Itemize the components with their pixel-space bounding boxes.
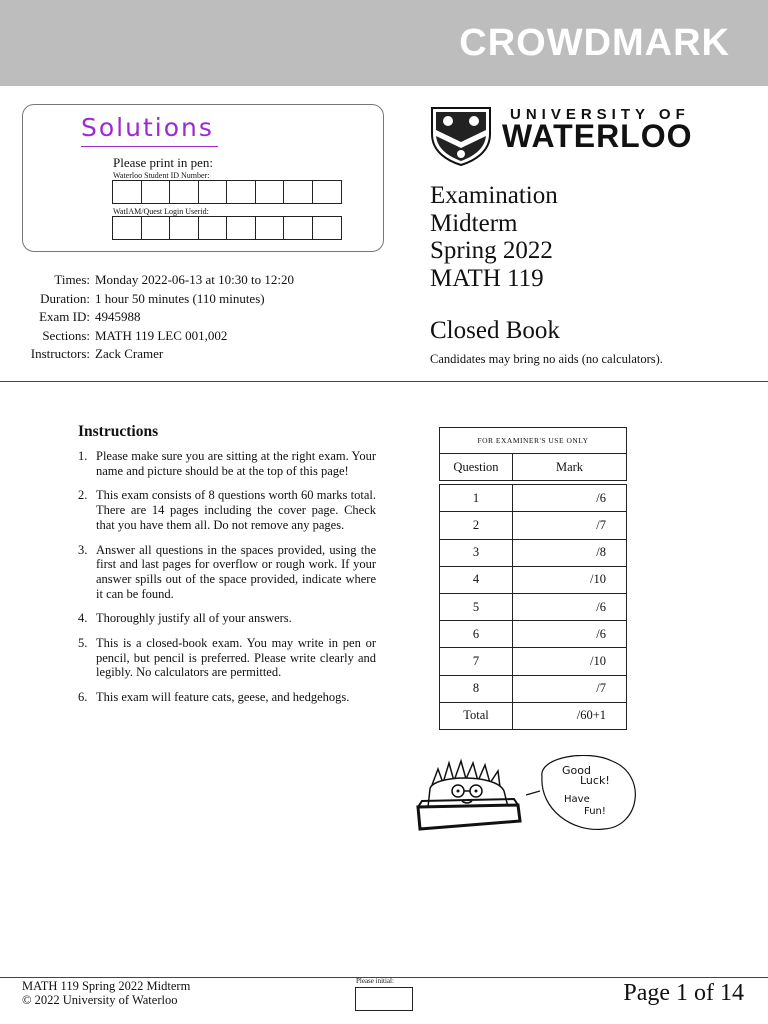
university-logo: [430, 106, 750, 170]
table-row: 1 /6: [440, 485, 627, 512]
instructions-title: Instructions: [78, 423, 159, 440]
exam-meta: [20, 272, 294, 365]
col-question: Question: [440, 454, 513, 481]
instruction-item: 1. Please make sure you are sitting at the right exam. Your name and picture should be at the top of this page!: [78, 449, 376, 478]
instruction-item: 2. This exam consists of 8 questions worth 60 marks total. There are 14 pages including the cover page. Check that you have them all. Do not remove any pages.: [78, 488, 376, 532]
student-id-box: [22, 104, 384, 252]
table-row: 2 /7: [440, 512, 627, 539]
meta-row: Instructors: Zack Cramer: [30, 346, 164, 361]
col-mark: Mark: [513, 454, 627, 481]
crowdmark-banner: [0, 0, 768, 86]
footer-info: [22, 980, 190, 1007]
meta-row: Duration: 1 hour 50 minutes (110 minutes): [40, 290, 265, 306]
instruction-item: 3. Answer all questions in the spaces provided, using the first and last pages for overflow or rough work. If your answer spills out of the space provided, indicate where it can be found.: [78, 542, 376, 601]
table-row: 3 /8: [440, 539, 627, 566]
banner-title: CROWDMARK: [459, 22, 730, 64]
exam-info: [430, 182, 558, 292]
student-id-label: Waterloo Student ID Number:: [113, 171, 210, 180]
table-row: 8 /7: [440, 675, 627, 702]
total-row: Total /60+1: [440, 702, 627, 729]
meta-row: Exam ID: 4945988: [39, 309, 141, 324]
userid-label: WatIAM/Quest Login Userid:: [113, 207, 209, 216]
meta-row: Sections: MATH 119 LEC 001,002: [42, 327, 228, 343]
initial-field[interactable]: [355, 987, 413, 1011]
solutions-underline: [81, 146, 218, 147]
speech-line-3: Have: [564, 794, 590, 805]
initial-label: Please initial:: [356, 977, 394, 985]
exam-line-3: Spring 2022: [430, 237, 553, 264]
header-divider: [0, 381, 768, 382]
table-row: 4 /10: [440, 566, 627, 593]
exam-line-2: Midterm: [430, 209, 518, 237]
solutions-handwriting: Solutions: [81, 113, 214, 142]
page-number: Page 1 of 14: [623, 980, 744, 1006]
instruction-item: 4. Thoroughly justify all of your answers.: [78, 611, 292, 626]
logo-line1: UNIVERSITY OF: [510, 106, 690, 123]
footer-course: MATH 119 Spring 2022 Midterm: [22, 979, 191, 993]
speech-line-1: Good: [562, 764, 591, 777]
instructions-list: [78, 449, 376, 715]
exam-line-1: Examination: [430, 182, 558, 209]
speech-line-4: Fun!: [584, 806, 606, 817]
speech-line-2: Luck!: [580, 774, 610, 787]
marks-table: [439, 427, 627, 730]
instruction-item: 5. This is a closed-book exam. You may write in pen or pencil, but pencil is preferred. Please write clearly and legibly. No calculators are permitted.: [78, 636, 376, 680]
meta-row: Times: Monday 2022-06-13 at 10:30 to 12:20: [54, 272, 294, 287]
instruction-item: 6. This exam will feature cats, geese, and hedgehogs.: [78, 690, 350, 705]
exam-line-4: MATH 119: [430, 264, 544, 292]
closed-book-title: Closed Book: [430, 317, 560, 344]
userid-field[interactable]: [112, 216, 342, 240]
examiner-header: FOR EXAMINER'S USE ONLY: [440, 428, 627, 454]
student-id-field[interactable]: [112, 180, 342, 204]
aids-note: Candidates may bring no aids (no calculators).: [430, 352, 663, 366]
footer-copyright: © 2022 University of Waterloo: [22, 992, 178, 1007]
table-row: 5 /6: [440, 593, 627, 620]
print-label: Please print in pen:: [113, 155, 214, 170]
crest-icon: [430, 106, 492, 166]
hedgehog-illustration: [412, 755, 652, 855]
table-row: 6 /6: [440, 621, 627, 648]
table-row: 7 /10: [440, 648, 627, 675]
logo-line2: WATERLOO: [502, 118, 693, 154]
